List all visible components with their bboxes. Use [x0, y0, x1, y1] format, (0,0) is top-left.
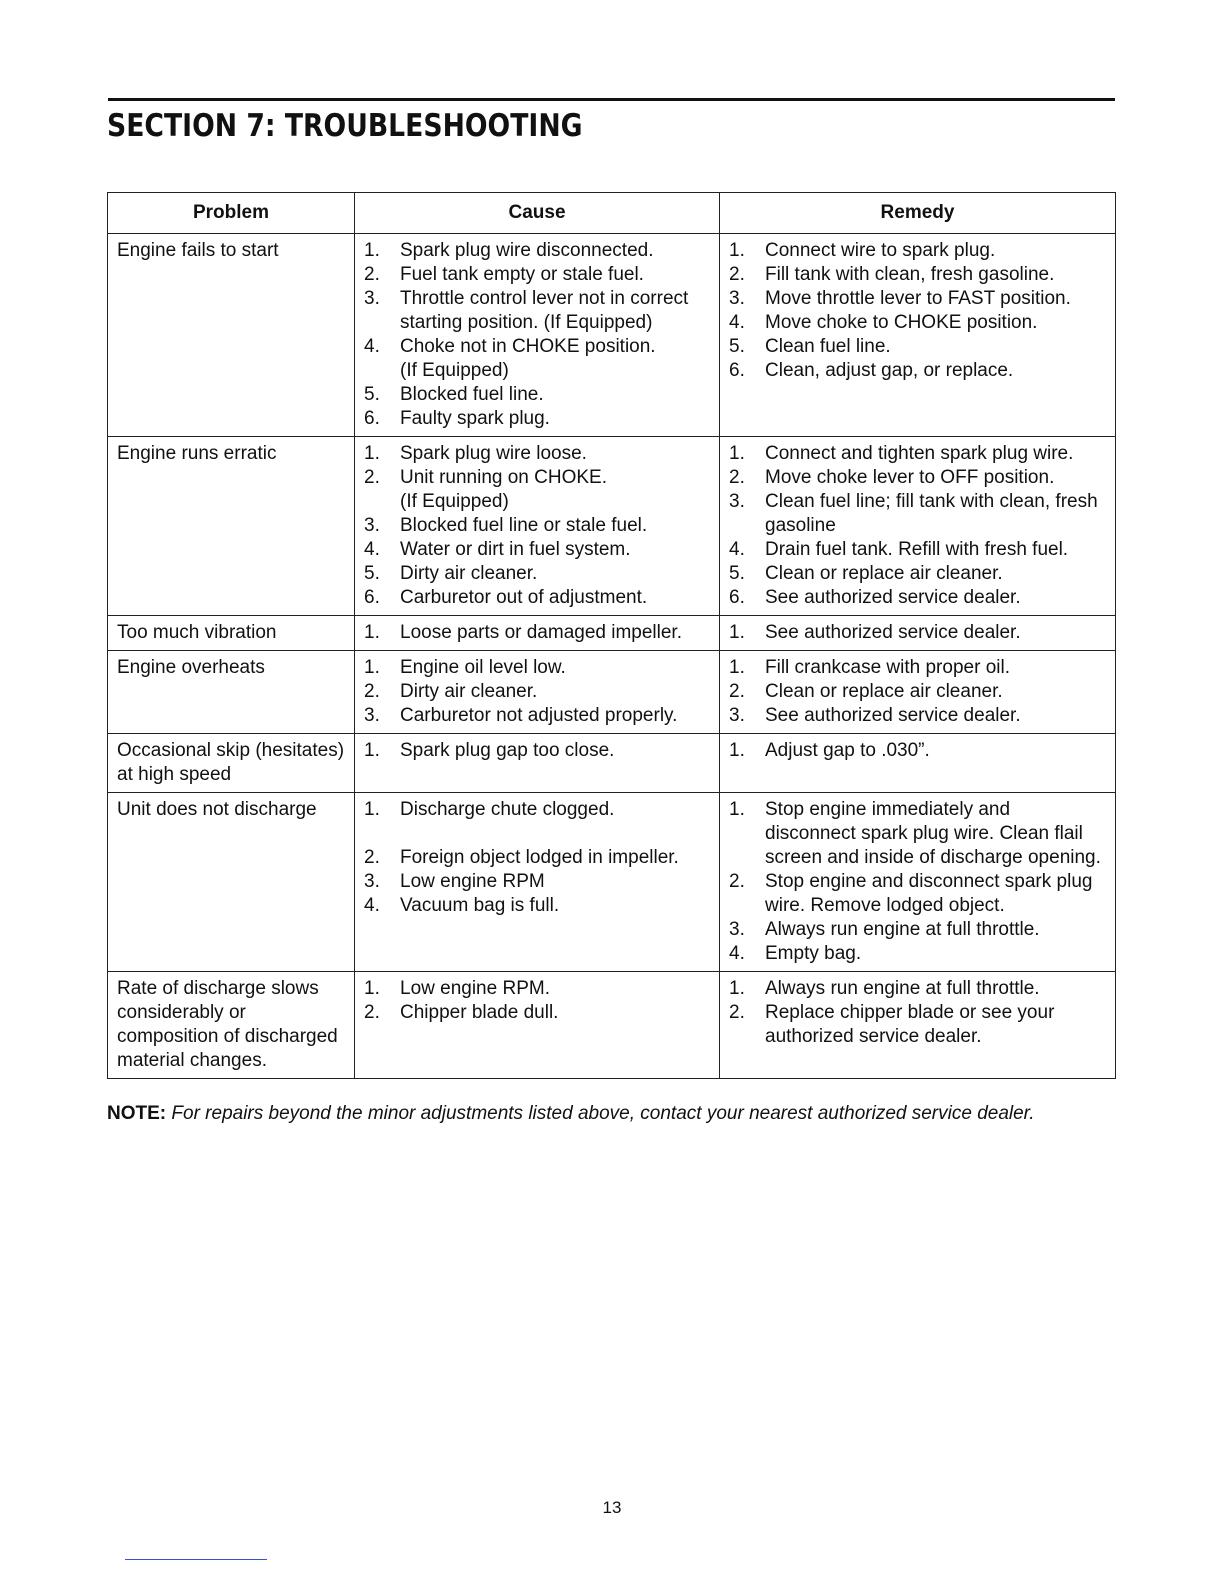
remedy-item: [729, 263, 1107, 287]
cause-item-number: 1.: [364, 622, 380, 643]
remedy-item-number: 3.: [729, 288, 745, 309]
remedy-item-text: Drain fuel tank. Refill with fresh fuel.: [765, 539, 1069, 560]
remedy-item-number: 1.: [729, 622, 745, 643]
remedy-item-text: Stop engine and disconnect spark plug wire. Remove lodged object.: [765, 871, 1093, 916]
cause-item-text: Dirty air cleaner.: [400, 563, 538, 584]
cause-item: [364, 621, 711, 645]
remedy-item: [729, 538, 1107, 562]
cause-item-number: 3.: [364, 515, 380, 536]
problem-text: Occasional skip (hesitates) at high speed: [117, 740, 345, 785]
remedy-item-text: Clean fuel line.: [765, 336, 891, 357]
cause-item-text: Spark plug gap too close.: [400, 740, 615, 761]
remedy-item: [729, 621, 1107, 645]
cause-item-number: 6.: [364, 408, 380, 429]
cause-cell: [355, 437, 720, 616]
remedy-cell: [720, 793, 1116, 972]
cause-item: [364, 442, 711, 466]
cause-item-number: 2.: [364, 681, 380, 702]
cause-item: [364, 739, 711, 763]
remedy-item: [729, 311, 1107, 335]
remedy-item-number: 3.: [729, 705, 745, 726]
cause-item: [364, 977, 711, 1001]
cause-item-text: Carburetor out of adjustment.: [400, 587, 648, 608]
remedy-item-text: See authorized service dealer.: [765, 587, 1021, 608]
cause-item-text: Loose parts or damaged impeller.: [400, 622, 682, 643]
cause-item-text: Water or dirt in fuel system.: [400, 539, 631, 560]
problem-text: Engine fails to start: [117, 240, 279, 261]
cause-item-number: 3.: [364, 705, 380, 726]
cause-item-number: 1.: [364, 443, 380, 464]
cause-item-number: 4.: [364, 539, 380, 560]
remedy-cell: [720, 972, 1116, 1079]
problem-cell: [108, 616, 355, 651]
table-row: [108, 972, 1116, 1079]
cause-item: [364, 894, 711, 918]
page-number: 13: [602, 1498, 622, 1517]
cause-item-text: Dirty air cleaner.: [400, 681, 538, 702]
cause-cell: [355, 734, 720, 793]
cause-item-text: Carburetor not adjusted properly.: [400, 705, 678, 726]
problem-text: Rate of discharge slows considerably or composition of discharged material changes.: [117, 978, 338, 1071]
remedy-item-text: Fill tank with clean, fresh gasoline.: [765, 264, 1055, 285]
remedy-item-text: Replace chipper blade or see your authorized service dealer.: [765, 1002, 1055, 1047]
remedy-item: [729, 977, 1107, 1001]
remedy-item: [729, 335, 1107, 359]
cause-item-number: 1.: [364, 657, 380, 678]
cause-cell: [355, 616, 720, 651]
remedy-item-text: Always run engine at full throttle.: [765, 978, 1040, 999]
cause-item: [364, 335, 711, 383]
remedy-item-number: 1.: [729, 740, 745, 761]
remedy-item-text: Empty bag.: [765, 943, 862, 964]
cause-item: [364, 656, 711, 680]
remedy-item-text: Move choke to CHOKE position.: [765, 312, 1038, 333]
problem-text: Unit does not discharge: [117, 799, 317, 820]
cause-cell: [355, 651, 720, 734]
remedy-item-number: 1.: [729, 657, 745, 678]
note: [107, 1102, 1035, 1126]
remedy-cell: [720, 734, 1116, 793]
cause-item-text: Throttle control lever not in correct starting position. (If Equipped): [400, 288, 689, 333]
cause-item-text: Vacuum bag is full.: [400, 895, 560, 916]
remedy-item-text: Stop engine immediately and disconnect spark plug wire. Clean flail screen and inside of discharge opening.: [765, 799, 1101, 868]
cause-item: [364, 383, 711, 407]
remedy-cell: [720, 651, 1116, 734]
table-header-row: [108, 193, 1116, 234]
remedy-cell: [720, 234, 1116, 437]
cause-item-number: 2.: [364, 1002, 380, 1023]
remedy-item-text: Always run engine at full throttle.: [765, 919, 1040, 940]
cause-item-number: 1.: [364, 799, 380, 820]
remedy-item-number: 3.: [729, 491, 745, 512]
column-header-cause: Cause: [355, 193, 720, 234]
remedy-item-number: 6.: [729, 587, 745, 608]
remedy-item: [729, 562, 1107, 586]
remedy-item: [729, 287, 1107, 311]
cause-item-text: Low engine RPM: [400, 871, 545, 892]
cause-item: [364, 239, 711, 263]
remedy-cell: [720, 616, 1116, 651]
remedy-item-number: 1.: [729, 240, 745, 261]
cause-item-number: 6.: [364, 587, 380, 608]
cause-cell: [355, 793, 720, 972]
remedy-item: [729, 586, 1107, 610]
remedy-item-text: Connect wire to spark plug.: [765, 240, 996, 261]
remedy-item-text: Fill crankcase with proper oil.: [765, 657, 1010, 678]
cause-item-number: 5.: [364, 384, 380, 405]
cause-item: [364, 1001, 711, 1025]
cause-item: [364, 704, 711, 728]
remedy-item: [729, 239, 1107, 263]
problem-text: Too much vibration: [117, 622, 277, 643]
remedy-item: [729, 359, 1107, 383]
cause-item-text: Low engine RPM.: [400, 978, 550, 999]
remedy-item: [729, 680, 1107, 704]
cause-item: [364, 798, 711, 846]
problem-cell: [108, 234, 355, 437]
cause-item-number: 4.: [364, 336, 380, 357]
cause-item-text: Spark plug wire loose.: [400, 443, 587, 464]
remedy-item: [729, 704, 1107, 728]
footer-link-underline: [125, 1559, 267, 1560]
remedy-item-text: Clean fuel line; fill tank with clean, fresh gasoline: [765, 491, 1098, 536]
cause-item-text: Fuel tank empty or stale fuel.: [400, 264, 644, 285]
problem-cell: [108, 793, 355, 972]
problem-text: Engine runs erratic: [117, 443, 277, 464]
cause-item-number: 1.: [364, 240, 380, 261]
cause-item-number: 2.: [364, 467, 380, 488]
remedy-item: [729, 1001, 1107, 1049]
remedy-item-number: 4.: [729, 312, 745, 333]
table-row: [108, 651, 1116, 734]
remedy-item-number: 6.: [729, 360, 745, 381]
remedy-item: [729, 942, 1107, 966]
remedy-item-text: Clean, adjust gap, or replace.: [765, 360, 1014, 381]
cause-item-text: Unit running on CHOKE. (If Equipped): [400, 467, 607, 512]
remedy-item-number: 5.: [729, 336, 745, 357]
cause-item-text: Blocked fuel line.: [400, 384, 544, 405]
cause-item-number: 2.: [364, 847, 380, 868]
note-label: NOTE:: [107, 1103, 167, 1124]
cause-item-number: 2.: [364, 264, 380, 285]
problem-cell: [108, 972, 355, 1079]
remedy-item-number: 5.: [729, 563, 745, 584]
cause-cell: [355, 972, 720, 1079]
cause-item-text: Chipper blade dull.: [400, 1002, 559, 1023]
cause-item: [364, 514, 711, 538]
remedy-item: [729, 798, 1107, 870]
note-text: For repairs beyond the minor adjustments listed above, contact your nearest authorized service dealer.: [171, 1103, 1035, 1124]
remedy-item-text: See authorized service dealer.: [765, 705, 1021, 726]
table-row: [108, 437, 1116, 616]
remedy-item: [729, 442, 1107, 466]
cause-item: [364, 870, 711, 894]
remedy-item-number: 3.: [729, 919, 745, 940]
remedy-item: [729, 656, 1107, 680]
remedy-item-number: 2.: [729, 467, 745, 488]
remedy-item-text: Clean or replace air cleaner.: [765, 681, 1003, 702]
column-header-remedy: Remedy: [720, 193, 1116, 234]
remedy-item-number: 2.: [729, 871, 745, 892]
remedy-item-number: 2.: [729, 681, 745, 702]
remedy-item-number: 2.: [729, 1002, 745, 1023]
remedy-item: [729, 466, 1107, 490]
cause-item-number: 5.: [364, 563, 380, 584]
cause-item: [364, 466, 711, 514]
cause-item-number: 3.: [364, 288, 380, 309]
remedy-item-text: Move choke lever to OFF position.: [765, 467, 1055, 488]
table-row: [108, 793, 1116, 972]
remedy-item-text: Clean or replace air cleaner.: [765, 563, 1003, 584]
remedy-item-number: 1.: [729, 799, 745, 820]
troubleshooting-table: [107, 192, 1116, 1079]
cause-item-text: Choke not in CHOKE position. (If Equipped): [400, 336, 656, 381]
table-row: [108, 234, 1116, 437]
section-rule: [108, 98, 1115, 101]
cause-item-text: Engine oil level low.: [400, 657, 566, 678]
cause-item-number: 1.: [364, 978, 380, 999]
remedy-item-number: 4.: [729, 943, 745, 964]
cause-item-number: 3.: [364, 871, 380, 892]
cause-item: [364, 562, 711, 586]
problem-cell: [108, 651, 355, 734]
cause-item-number: 4.: [364, 895, 380, 916]
remedy-item-text: See authorized service dealer.: [765, 622, 1021, 643]
problem-text: Engine overheats: [117, 657, 265, 678]
remedy-item: [729, 870, 1107, 918]
remedy-item-text: Adjust gap to .030”.: [765, 740, 930, 761]
remedy-item: [729, 490, 1107, 538]
cause-item-text: Foreign object lodged in impeller.: [400, 847, 679, 868]
remedy-item: [729, 739, 1107, 763]
cause-item: [364, 263, 711, 287]
section-title: SECTION 7: TROUBLESHOOTING: [107, 108, 583, 144]
cause-item-text: Spark plug wire disconnected.: [400, 240, 654, 261]
table-row: [108, 616, 1116, 651]
cause-item: [364, 287, 711, 335]
cause-item-number: 1.: [364, 740, 380, 761]
remedy-item: [729, 918, 1107, 942]
cause-item: [364, 407, 711, 431]
table-row: [108, 734, 1116, 793]
problem-cell: [108, 437, 355, 616]
table-body: [108, 234, 1116, 1079]
remedy-item-number: 4.: [729, 539, 745, 560]
cause-item: [364, 586, 711, 610]
cause-item-text: Discharge chute clogged.: [400, 799, 615, 820]
column-header-problem: Problem: [108, 193, 355, 234]
remedy-item-number: 1.: [729, 978, 745, 999]
cause-item-text: Blocked fuel line or stale fuel.: [400, 515, 648, 536]
cause-item: [364, 680, 711, 704]
remedy-item-text: Move throttle lever to FAST position.: [765, 288, 1071, 309]
remedy-item-number: 1.: [729, 443, 745, 464]
remedy-item-text: Connect and tighten spark plug wire.: [765, 443, 1074, 464]
cause-item: [364, 846, 711, 870]
remedy-cell: [720, 437, 1116, 616]
remedy-item-number: 2.: [729, 264, 745, 285]
cause-item: [364, 538, 711, 562]
problem-cell: [108, 734, 355, 793]
cause-cell: [355, 234, 720, 437]
cause-item-text: Faulty spark plug.: [400, 408, 550, 429]
